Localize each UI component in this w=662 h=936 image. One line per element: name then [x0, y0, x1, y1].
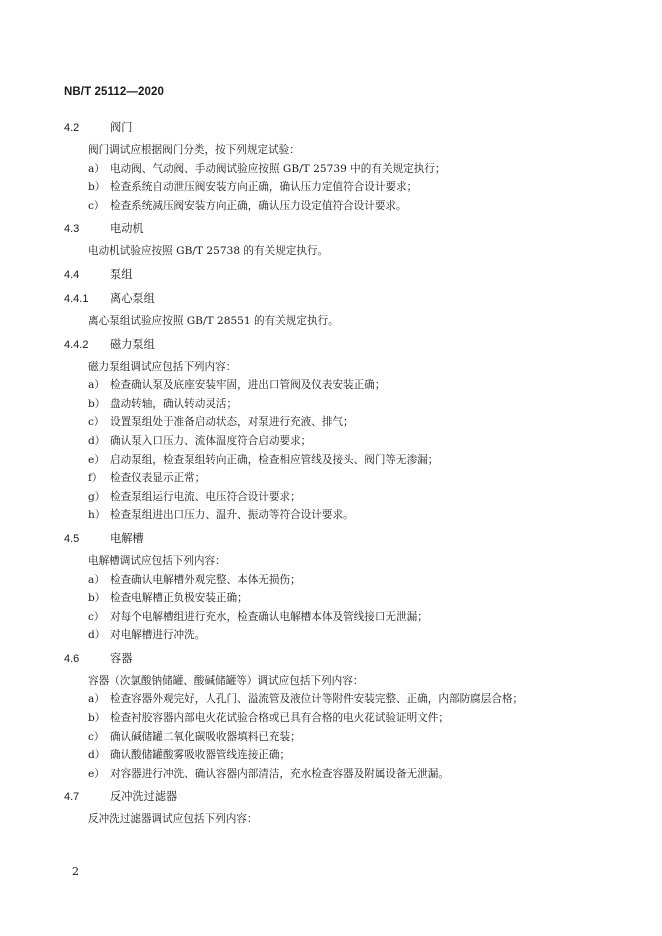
list-item-text: 确认碱储罐二氧化碳吸收器填料已充装；: [110, 730, 301, 743]
list-item-marker: d）: [88, 629, 106, 642]
list-item-marker: c）: [88, 610, 105, 623]
section-title: 容器: [110, 652, 133, 665]
list-item-text: 启动泵组，检查泵组转向正确，检查相应管线及接头、阀门等无渗漏；: [110, 453, 439, 466]
section-heading: [64, 530, 604, 549]
list-item-marker: e）: [88, 453, 105, 466]
list-item-text: 检查确认电解槽外观完整、本体无损伤；: [110, 573, 301, 586]
page-number: 2: [72, 865, 79, 878]
list-item: [64, 626, 604, 645]
section-title: 离心泵组: [110, 292, 155, 305]
list-item-marker: g）: [88, 490, 106, 503]
list-item-marker: c）: [88, 416, 105, 429]
section-paragraph: 阀门调试应根据阀门分类，按下列规定试验：: [88, 144, 300, 156]
list-item-text: 对电解槽进行冲洗。: [110, 629, 206, 642]
list-item: [64, 690, 604, 709]
section-number: 4.7: [64, 791, 80, 804]
document-code: NB/T 25112—2020: [64, 86, 164, 98]
list-item-text: 检查泵组进出口压力、温升、振动等符合设计要求。: [110, 509, 354, 522]
list-item: [64, 197, 604, 216]
list-item-marker: c）: [88, 730, 105, 743]
list-item-marker: e）: [88, 767, 105, 780]
list-item: [64, 589, 604, 608]
section-heading: [64, 266, 604, 285]
list-item-marker: h）: [88, 509, 106, 522]
list-item-marker: b）: [88, 397, 106, 410]
section-title: 电解槽: [110, 532, 144, 545]
list-item: [64, 571, 604, 590]
list-item-marker: b）: [88, 181, 106, 194]
list-item: [64, 432, 604, 451]
list-item-marker: c）: [88, 199, 105, 212]
list-item-marker: a）: [88, 573, 105, 586]
list-item-text: 电动阀、气动阀、手动阀试验应按照 GB/T 25739 中的有关规定执行；: [110, 162, 446, 175]
section-number: 4.4.2: [64, 338, 89, 351]
section-title: 电动机: [110, 223, 144, 236]
section-number: 4.3: [64, 223, 80, 236]
section-heading: [64, 336, 604, 355]
list-item-text: 检查系统减压阀安装方向正确，确认压力设定值符合设计要求。: [110, 199, 407, 212]
list-item: [64, 413, 604, 432]
list-item-text: 设置泵组处于准备启动状态，对泵进行充液、排气；: [110, 416, 354, 429]
list-item: [64, 469, 604, 488]
list-item: [64, 728, 604, 747]
list-item-marker: b）: [88, 592, 106, 605]
section-title: 阀门: [110, 122, 133, 134]
list-item-text: 检查仪表显示正常；: [110, 472, 206, 485]
list-item-text: 对容器进行冲洗、确认容器内部清洁，充水检查容器及附属设备无泄漏。: [110, 767, 449, 780]
section-paragraph: 离心泵组试验应按照 GB/T 28551 的有关规定执行。: [88, 314, 339, 327]
section-paragraph: 电解槽调试应包括下列内容：: [88, 554, 226, 567]
list-item-marker: a）: [88, 693, 105, 706]
section-title: 泵组: [110, 268, 133, 281]
section-number: 4.6: [64, 652, 80, 665]
section-heading: [64, 119, 604, 138]
section-heading: [64, 650, 604, 669]
section-title: 磁力泵组: [110, 338, 155, 351]
section-number: 4.4.1: [64, 292, 89, 305]
list-item-text: 盘动转轴，确认转动灵活；: [110, 397, 238, 410]
list-item-text: 检查泵组运行电流、电压符合设计要求；: [110, 490, 301, 503]
list-item-marker: d）: [88, 434, 106, 447]
list-item: [64, 395, 604, 414]
list-item-text: 检查衬胶容器内部电火花试验合格或已具有合格的电火花试验证明文件；: [110, 712, 449, 725]
list-item-marker: a）: [88, 162, 105, 175]
list-item-text: 确认酸储罐酸雾吸收器管线连接正确；: [110, 749, 291, 762]
section-heading: [64, 220, 604, 239]
list-item-text: 对每个电解槽组进行充水，检查确认电解槽本体及管线接口无泄漏；: [110, 610, 428, 623]
section-paragraph: 磁力泵组调试应包括下列内容：: [88, 360, 237, 373]
list-item-text: 检查确认泵及底座安装牢固，进出口管阀及仪表安装正确；: [110, 379, 386, 392]
list-item: [64, 178, 604, 197]
list-item: [64, 160, 604, 179]
section-number: 4.4: [64, 268, 80, 281]
section-heading: [64, 788, 604, 807]
list-item: [64, 608, 604, 627]
section-number: 4.5: [64, 532, 80, 545]
list-item-marker: f）: [88, 472, 103, 485]
list-item: [64, 506, 604, 525]
list-item-marker: a）: [88, 379, 105, 392]
section-title: 反冲洗过滤器: [110, 791, 178, 804]
section-heading: [64, 290, 604, 309]
section-paragraph: 反冲洗过滤器调试应包括下列内容：: [88, 813, 258, 826]
list-item-marker: b）: [88, 712, 106, 725]
document-body: [64, 119, 604, 829]
list-item-marker: d）: [88, 749, 106, 762]
list-item: [64, 765, 604, 784]
list-item-text: 检查电解槽正负极安装正确；: [110, 592, 248, 605]
list-item: [64, 488, 604, 507]
section-paragraph: 电动机试验应按照 GB/T 25738 的有关规定执行。: [88, 245, 329, 258]
list-item: [64, 709, 604, 728]
list-item-text: 检查系统自动泄压阀安装方向正确，确认压力定值符合设计要求；: [110, 181, 418, 194]
list-item-text: 检查容器外观完好，人孔门、溢流管及液位计等附件安装完整、正确，内部防腐层合格；: [110, 693, 524, 706]
list-item: [64, 451, 604, 470]
list-item-text: 确认泵入口压力、流体温度符合启动要求；: [110, 434, 312, 447]
list-item: [64, 376, 604, 395]
list-item: [64, 746, 604, 765]
section-paragraph: 容器（次氯酸钠储罐、酸碱储罐等）调试应包括下列内容：: [88, 674, 364, 687]
section-number: 4.2: [64, 122, 80, 134]
